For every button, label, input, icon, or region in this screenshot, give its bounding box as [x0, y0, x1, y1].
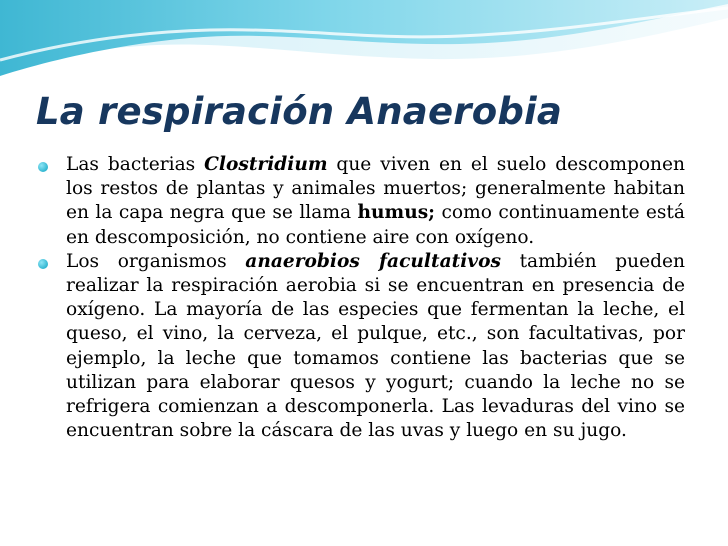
- bullet-text: Las bacterias: [66, 154, 205, 175]
- bullet-text: que viven en el suelo descomponen los restos de plantas y animales muertos; generalmente habitan en la capa negra que se llama: [66, 154, 686, 224]
- emphasis-humus: humus;: [357, 202, 436, 224]
- bullet-facultativos: [20, 250, 685, 444]
- bullet-marker-icon: [38, 259, 48, 269]
- bullet-text: también pueden realizar la respiración aerobia si se encuentran en presencia de oxígeno. La mayoría de las especies que fermentan la leche, el queso, el vino, la cerveza, el pulque, etc., son facultativas, por ejemplo, la leche que tomamos contiene las bacterias que se utilizan para elaborar quesos y yogurt; cuando la leche no se refrigera comienzan a descomponerla. Las levaduras del vino se encuentran sobre la cáscara de las uvas y luego en su jugo.: [66, 250, 685, 442]
- bullet-marker-icon: [38, 162, 48, 172]
- slide-title: La respiración Anaerobia: [36, 90, 563, 133]
- bullet-text: Los organismos: [66, 250, 246, 272]
- emphasis-clostridium: Clostridium: [204, 154, 328, 175]
- header-wave-decoration: [0, 0, 728, 80]
- bullet-text: como continuamente está en descomposición, no contiene aire con oxígeno.: [66, 202, 685, 248]
- bullet-clostridium: [20, 153, 685, 250]
- slide-body: [20, 153, 685, 443]
- emphasis-anaerobios-facultativos: anaerobios facultativos: [245, 250, 501, 272]
